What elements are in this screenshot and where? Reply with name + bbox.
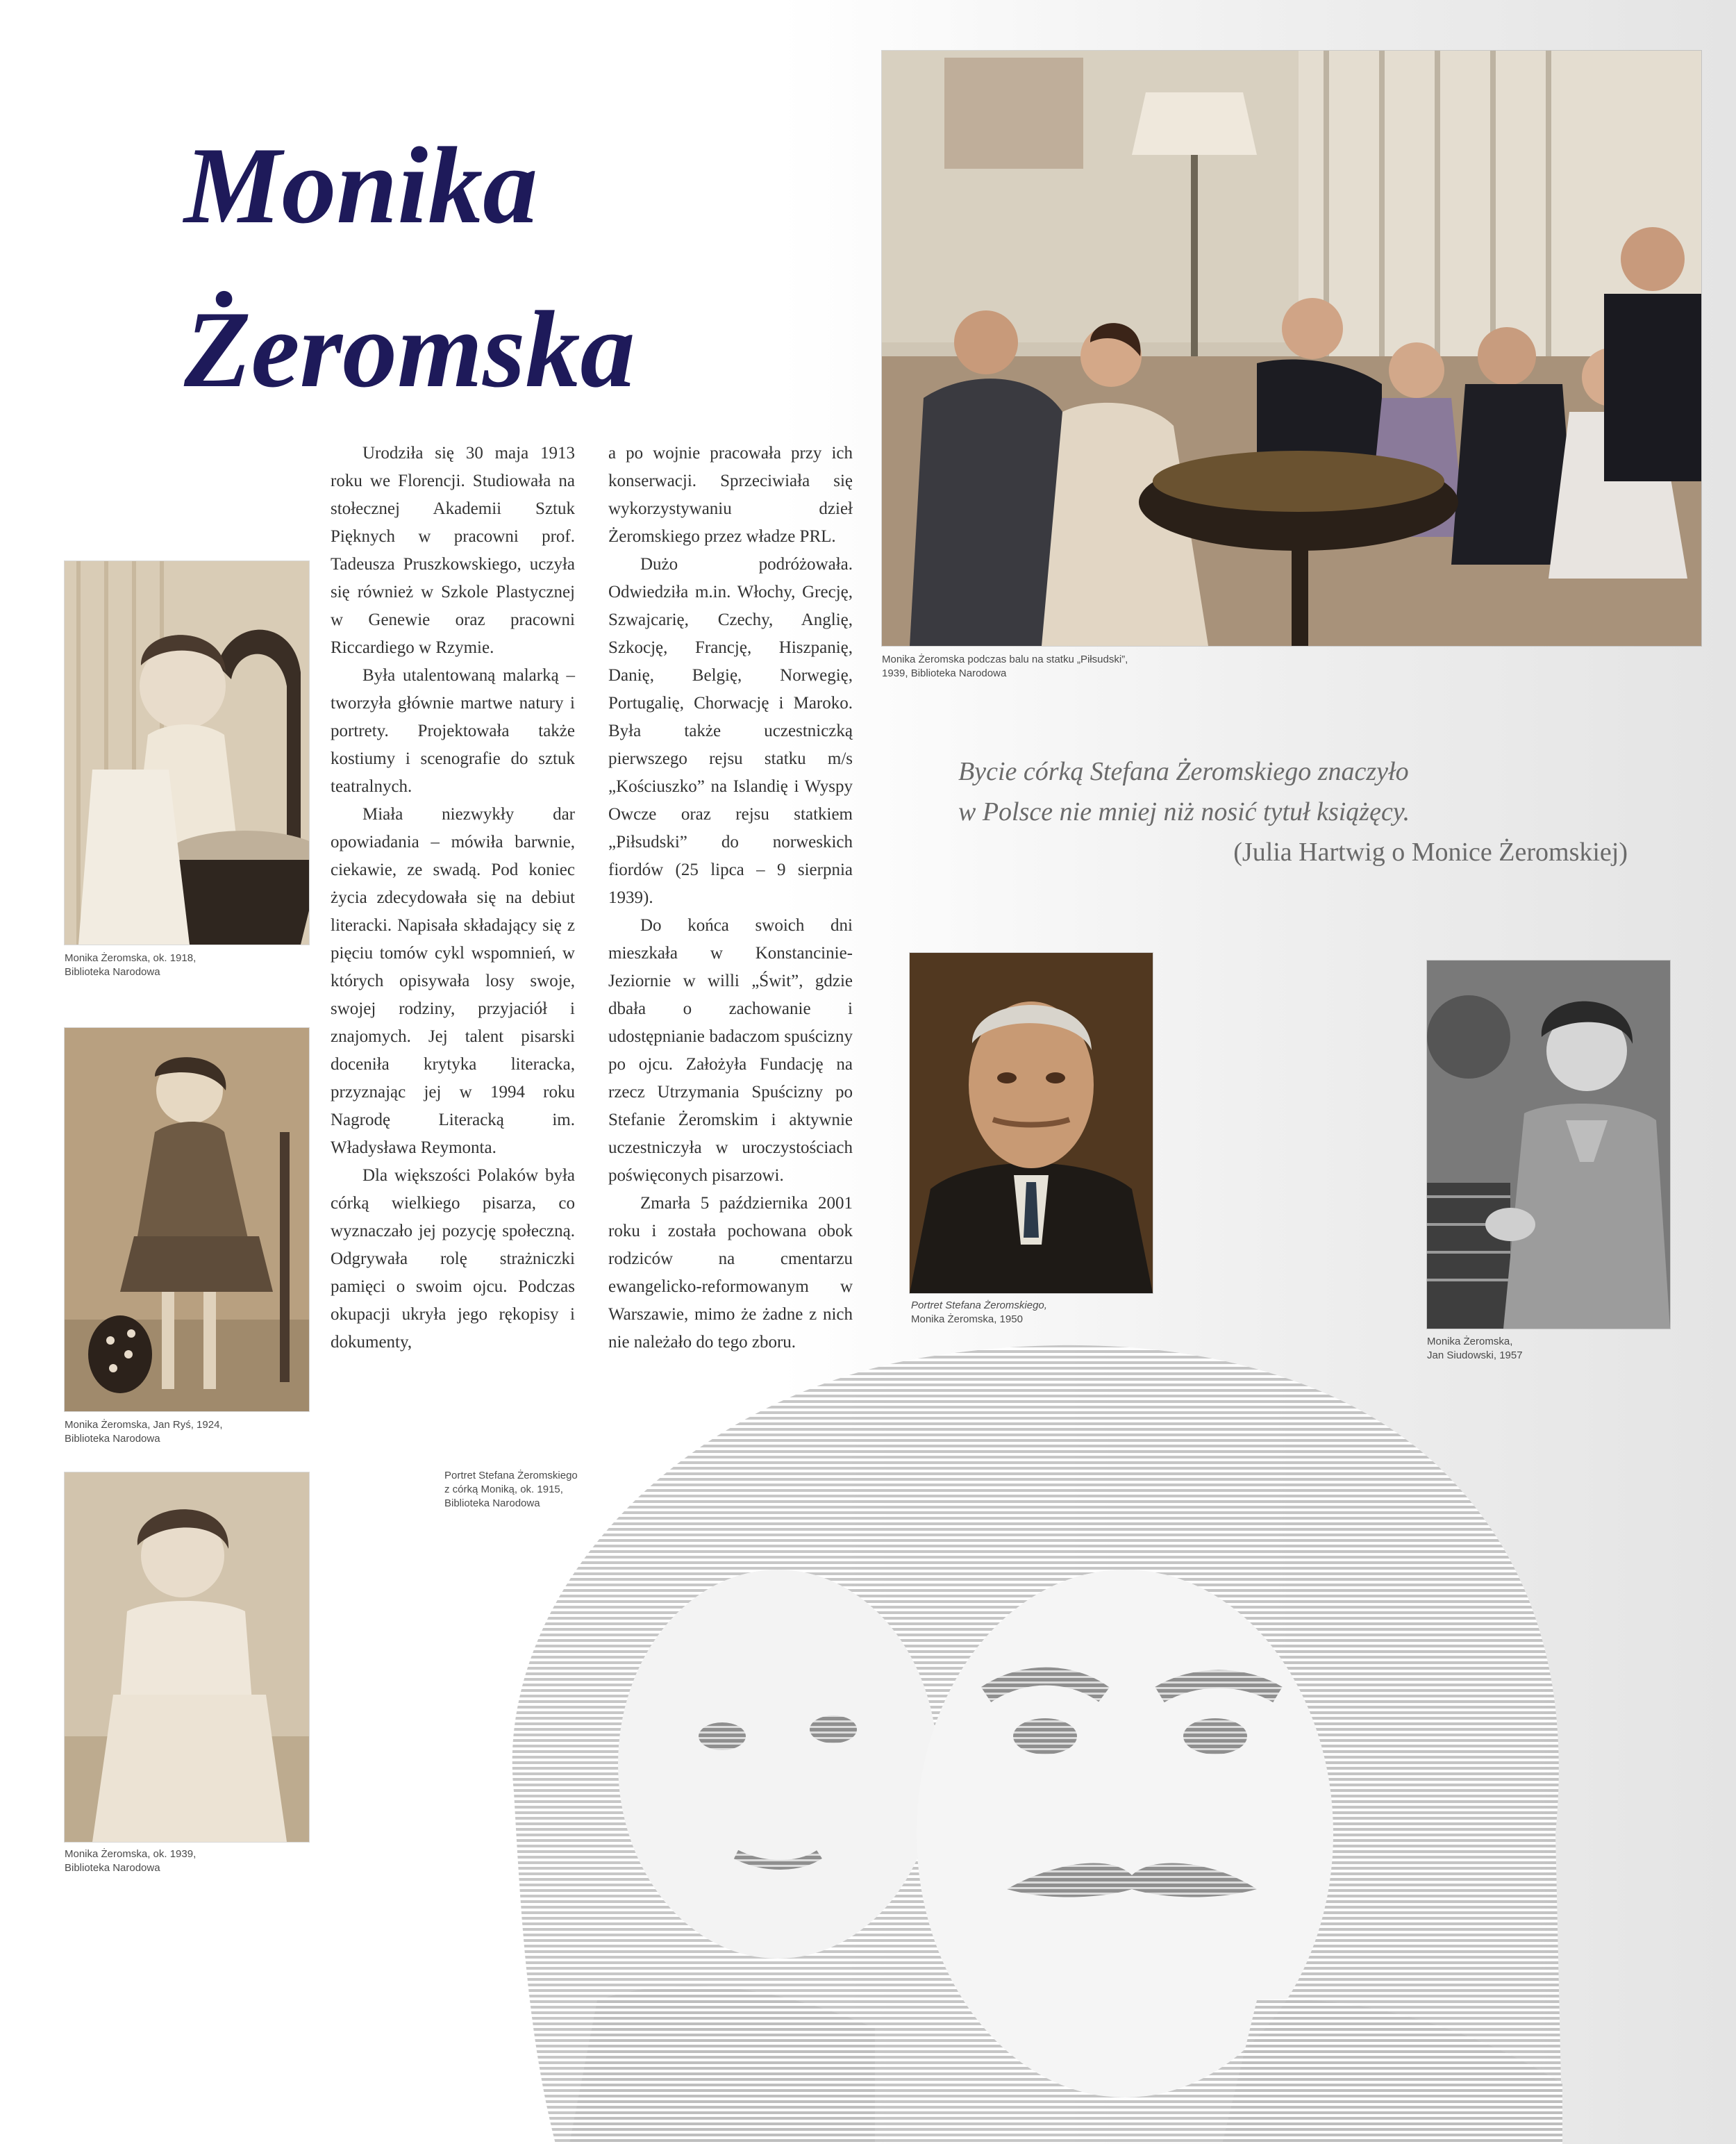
biography-paragraph: a po wojnie pracowała przy ich konserwacji. Sprzeciwiała się wykorzystywaniu dzieł Żeromskiego przez władze PRL.	[608, 444, 853, 546]
quote-line-2: w Polsce nie mniej niż nosić tytuł książęcy.	[958, 797, 1410, 826]
portrait-painting-image	[910, 953, 1153, 1293]
photo-1924-image	[65, 1028, 309, 1411]
caption-background-portrait	[444, 1469, 578, 1511]
photo-ball-pilsudski	[882, 51, 1701, 646]
caption-line: Biblioteka Narodowa	[65, 1862, 160, 1874]
caption-line: Monika Żeromska podczas balu na statku „Piłsudski”,	[882, 654, 1128, 665]
caption-line: Biblioteka Narodowa	[65, 966, 160, 978]
caption-line: 1939, Biblioteka Narodowa	[882, 667, 1007, 679]
caption-line: Monika Żeromska, ok. 1939,	[65, 1848, 197, 1860]
caption-portrait-painting	[911, 1299, 1047, 1327]
caption-line: Monika Żeromska, ok. 1918,	[65, 952, 197, 964]
caption-photo-1918	[65, 951, 196, 979]
background-engraved-portrait	[389, 1306, 1736, 2144]
pull-quote	[958, 751, 1667, 872]
biography-paragraph: Dużo podróżowała. Odwiedziła m.in. Włochy, Grecję, Szwajcarię, Czechy, Anglię, Szkocję, Francję, Hiszpanię, Danię, Belgię, Norwegię, Portugalię, Chorwację i Maroko. Była także uczestniczką pierwszego rejsu statku m/s „Kościuszko” na Islandię i Wyspy Owcze oraz rejsu statkiem „Piłsudski” do norweskich fiordów (25 lipca – 9 sierpnia 1939).	[608, 555, 853, 907]
photo-monika-1924	[65, 1028, 309, 1411]
caption-line: z córką Moniką, ok. 1915,	[444, 1484, 563, 1495]
painting-portrait-stefan-zeromski	[910, 953, 1153, 1293]
quote-attribution: (Julia Hartwig o Monice Żeromskiej)	[1233, 838, 1628, 867]
caption-line: Biblioteka Narodowa	[444, 1497, 540, 1509]
ball-photo-image	[882, 51, 1701, 646]
biography-paragraph: Miała niezwykły dar opowiadania – mówiła barwnie, ciekawie, ze swadą. Pod koniec życia zdecydowała się na debiut literacki. Napisała składający się z pięciu tomów cykl wspomnień, w których opisywała losy swoje, swojej rodziny, przyjaciół i znajomych. Jej talent pisarski doceniła krytyka literacka, przyznając jej w 1994 roku Nagrodę Literacką im. Władysława Reymonta.	[331, 805, 575, 1157]
title-line-2: Żeromska	[184, 289, 635, 410]
caption-photo-1939	[65, 1847, 196, 1875]
page-title	[184, 104, 635, 432]
biography-paragraph: Dla większości Polaków była córką wielkiego pisarza, co wyznaczało jej pozycję społeczną. Odgrywała rolę strażniczki pamięci o swoim ojcu. Podczas okupacji ukryła jego rękopisy i dokumenty,	[331, 1166, 575, 1352]
caption-line: Portret Stefana Żeromskiego	[444, 1470, 578, 1481]
title-line-1: Monika	[184, 125, 538, 247]
biography-paragraph: Zmarła 5 października 2001 roku i została pochowana obok rodziców na cmentarzu ewangelicko-reformowanym w Warszawie, mimo że żadne z nich nie należało do tego zboru.	[608, 1194, 853, 1352]
photo-monika-1939	[65, 1472, 309, 1842]
caption-line: Portret Stefana Żeromskiego,	[911, 1299, 1047, 1311]
biography-paragraph: Do końca swoich dni mieszkała w Konstancinie-Jeziornie w willi „Świt”, gdzie dbała o zachowanie i udostępnianie badaczom spuścizny po ojcu. Założyła Fundację na rzecz Utrzymania Spuścizny po Stefanie Żeromskim i aktywnie uczestniczyła w uroczystościach poświęconych pisarzowi.	[608, 916, 853, 1185]
photo-1918-image	[65, 561, 309, 945]
quote-line-1: Bycie córką Stefana Żeromskiego znaczyło	[958, 757, 1409, 786]
caption-line: Monika Żeromska, 1950	[911, 1313, 1023, 1325]
caption-line: Monika Żeromska, Jan Ryś, 1924,	[65, 1419, 223, 1431]
siudowski-photo-image	[1427, 961, 1670, 1329]
biography-column-left	[331, 440, 575, 1356]
caption-siudowski-photo	[1427, 1335, 1523, 1363]
caption-photo-1924	[65, 1418, 223, 1446]
biography-column-right	[608, 440, 853, 1356]
caption-line: Biblioteka Narodowa	[65, 1433, 160, 1445]
caption-ball-photo	[882, 653, 1128, 681]
caption-line: Jan Siudowski, 1957	[1427, 1349, 1523, 1361]
photo-siudowski-1957	[1427, 961, 1670, 1329]
biography-paragraph: Była utalentowaną malarką – tworzyła głównie martwe natury i portrety. Projektowała także kostiumy i scenografie do sztuk teatralnych.	[331, 666, 575, 796]
photo-monika-1918	[65, 561, 309, 945]
photo-1939-image	[65, 1472, 309, 1842]
caption-line: Monika Żeromska,	[1427, 1336, 1513, 1347]
biography-paragraph: Urodziła się 30 maja 1913 roku we Florencji. Studiowała na stołecznej Akademii Sztuk Pięknych w pracowni prof. Tadeusza Pruszkowskiego, uczyła się również w Szkole Plastycznej w Genewie oraz pracowni Riccardiego w Rzymie.	[331, 444, 575, 657]
